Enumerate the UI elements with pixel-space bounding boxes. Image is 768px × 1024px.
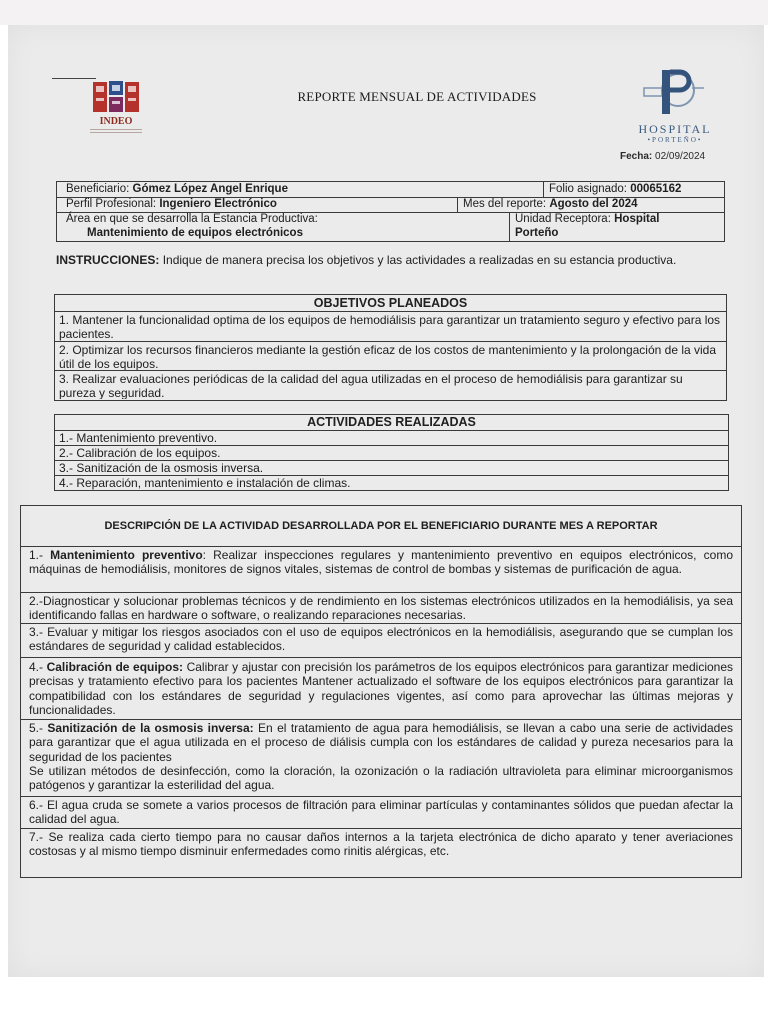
report-month-label: Mes del reporte: — [463, 198, 547, 210]
folio-field — [549, 183, 681, 195]
receiving-unit-value-cont: Porteño — [515, 227, 559, 239]
hospital-logo-name: HOSPITAL — [638, 122, 712, 136]
description-row — [21, 658, 741, 720]
description-text: En el tratamiento de agua para hemodiálisis, se llevan a cabo una serie de actividades para garantizar que el agua utilizada en el proceso de diálisis cumpla con los estándares de calidad y pureza necesarios para la seguridad de los pacientes — [29, 721, 733, 764]
profile-label: Perfil Profesional: — [66, 198, 157, 210]
description-text: Calibrar y ajustar con precisión los parámetros de los equipos electrónicos para garantizar mediciones precisas y tratamiento efectivo para los pacientes Mantener actualizado el software de los equipos electrónicos para garantizar la compatibilidad con los estándares de seguridad y regulaciones vigentes, así como para aprovechar las últimas mejoras y funcionalidades. — [29, 660, 734, 717]
objective-row: 1. Mantener la funcionalidad optima de los equipos de hemodiálisis para garantizar un tratamiento seguro y efectivo para los pacientes. — [55, 312, 726, 342]
area-value: Mantenimiento de equipos electrónicos — [87, 227, 303, 239]
activity-row: 1.- Mantenimiento preventivo. — [55, 431, 728, 446]
indeo-logo — [88, 80, 152, 138]
profile-field — [66, 198, 277, 210]
description-row — [21, 547, 741, 593]
activities-table — [54, 414, 729, 491]
report-month-field — [463, 198, 638, 210]
hospital-logo-subtitle: •PORTEÑO• — [647, 136, 703, 144]
profile-value: Ingeniero Electrónico — [159, 198, 277, 210]
receiving-unit-value: Hospital — [614, 213, 660, 225]
instructions-label: INSTRUCCIONES: — [56, 253, 160, 267]
activity-row: 2.- Calibración de los equipos. — [55, 446, 728, 461]
description-heading: Calibración de equipos: — [46, 660, 184, 674]
date-value: 02/09/2024 — [655, 151, 706, 162]
instructions — [56, 253, 726, 268]
objectives-title: OBJETIVOS PLANEADOS — [55, 295, 726, 312]
hospital-emblem-icon — [640, 68, 710, 118]
description-heading: Mantenimiento preventivo — [50, 548, 203, 562]
folio-value: 00065162 — [630, 183, 682, 195]
date-label: Fecha: — [620, 151, 653, 162]
report-date — [620, 151, 705, 162]
hospital-logo — [620, 68, 730, 148]
objectives-table — [54, 294, 727, 401]
description-text-extra: Se utilizan métodos de desinfección, como la cloración, la ozonización o la radiación ultravioleta para eliminar microorganismos patógenos y garantizar la esterilidad del agua. — [29, 763, 733, 793]
activity-row: 4.- Reparación, mantenimiento e instalación de climas. — [59, 476, 351, 490]
beneficiary-field — [66, 183, 288, 195]
activities-title: ACTIVIDADES REALIZADAS — [55, 415, 728, 431]
description-title: DESCRIPCIÓN DE LA ACTIVIDAD DESARROLLADA POR EL BENEFICIARIO DURANTE MES A REPORTAR — [21, 506, 741, 547]
description-number: 4.- — [29, 660, 47, 674]
instructions-text: Indique de manera precisa los objetivos y las actividades a realizadas en su estancia productiva. — [162, 253, 677, 267]
photo-top-edge — [0, 0, 768, 25]
description-row — [21, 720, 741, 797]
beneficiary-value: Gómez López Angel Enrique — [132, 183, 288, 195]
description-row: 6.- El agua cruda se somete a varios procesos de filtración para eliminar partículas y contaminantes sólidos que puedan afectar la calidad del agua. — [21, 797, 741, 829]
indeo-emblem-icon — [92, 80, 140, 114]
objective-row: 3. Realizar evaluaciones periódicas de la calidad del agua utilizadas en el proceso de hemodiálisis para garantizar su pureza y seguridad. — [59, 372, 683, 399]
header-dash — [52, 78, 96, 79]
beneficiary-label: Beneficiario: — [66, 183, 130, 195]
description-row: 3.- Evaluar y mitigar los riesgos asociados con el uso de equipos electrónicos en la hemodiálisis, asegurando que se cumplan los estándares de seguridad y calidad establecidos. — [21, 624, 741, 658]
folio-label: Folio asignado: — [549, 183, 627, 195]
indeo-logo-subtitle — [88, 129, 144, 134]
description-table — [20, 505, 742, 878]
report-month-value: Agosto del 2024 — [549, 198, 638, 210]
description-row: 7.- Se realiza cada cierto tiempo para no causar daños internos a la tarjeta electrónica de dicho aparato y tener averiaciones costosas y al mismo tiempo disminuir enfermedades como rinitis alérgicas, etc. — [29, 830, 733, 859]
beneficiary-info-table — [56, 181, 725, 242]
receiving-unit-label: Unidad Receptora: — [515, 213, 611, 225]
activity-row: 3.- Sanitización de la osmosis inversa. — [55, 461, 728, 476]
description-text: : Realizar inspecciones regulares y mantenimiento preventivo en equipos electrónicos, como máquinas de hemodiálisis, monitores de signos vitales, sistemas de control de bombas y sistemas de purificación de agua. — [29, 548, 733, 577]
indeo-logo-text: INDEO — [99, 116, 133, 127]
objective-row: 2. Optimizar los recursos financieros mediante la gestión eficaz de los costos de mantenimiento y la prolongación de la vida útil de los equipos. — [55, 342, 726, 371]
receiving-unit-field — [515, 213, 659, 225]
document-title: REPORTE MENSUAL DE ACTIVIDADES — [297, 89, 537, 104]
description-number: 5.- — [29, 721, 48, 735]
area-label: Área en que se desarrolla la Estancia Productiva: — [66, 213, 318, 225]
description-number: 1.- — [29, 548, 51, 562]
description-heading: Sanitización de la osmosis inversa: — [47, 721, 254, 735]
description-row: 2.-Diagnosticar y solucionar problemas técnicos y de rendimiento en los sistemas electrónicos utilizados en la hemodiálisis, ya sea identificando fallas en hardware o software, o realizando reparaciones necesarias. — [21, 593, 741, 624]
